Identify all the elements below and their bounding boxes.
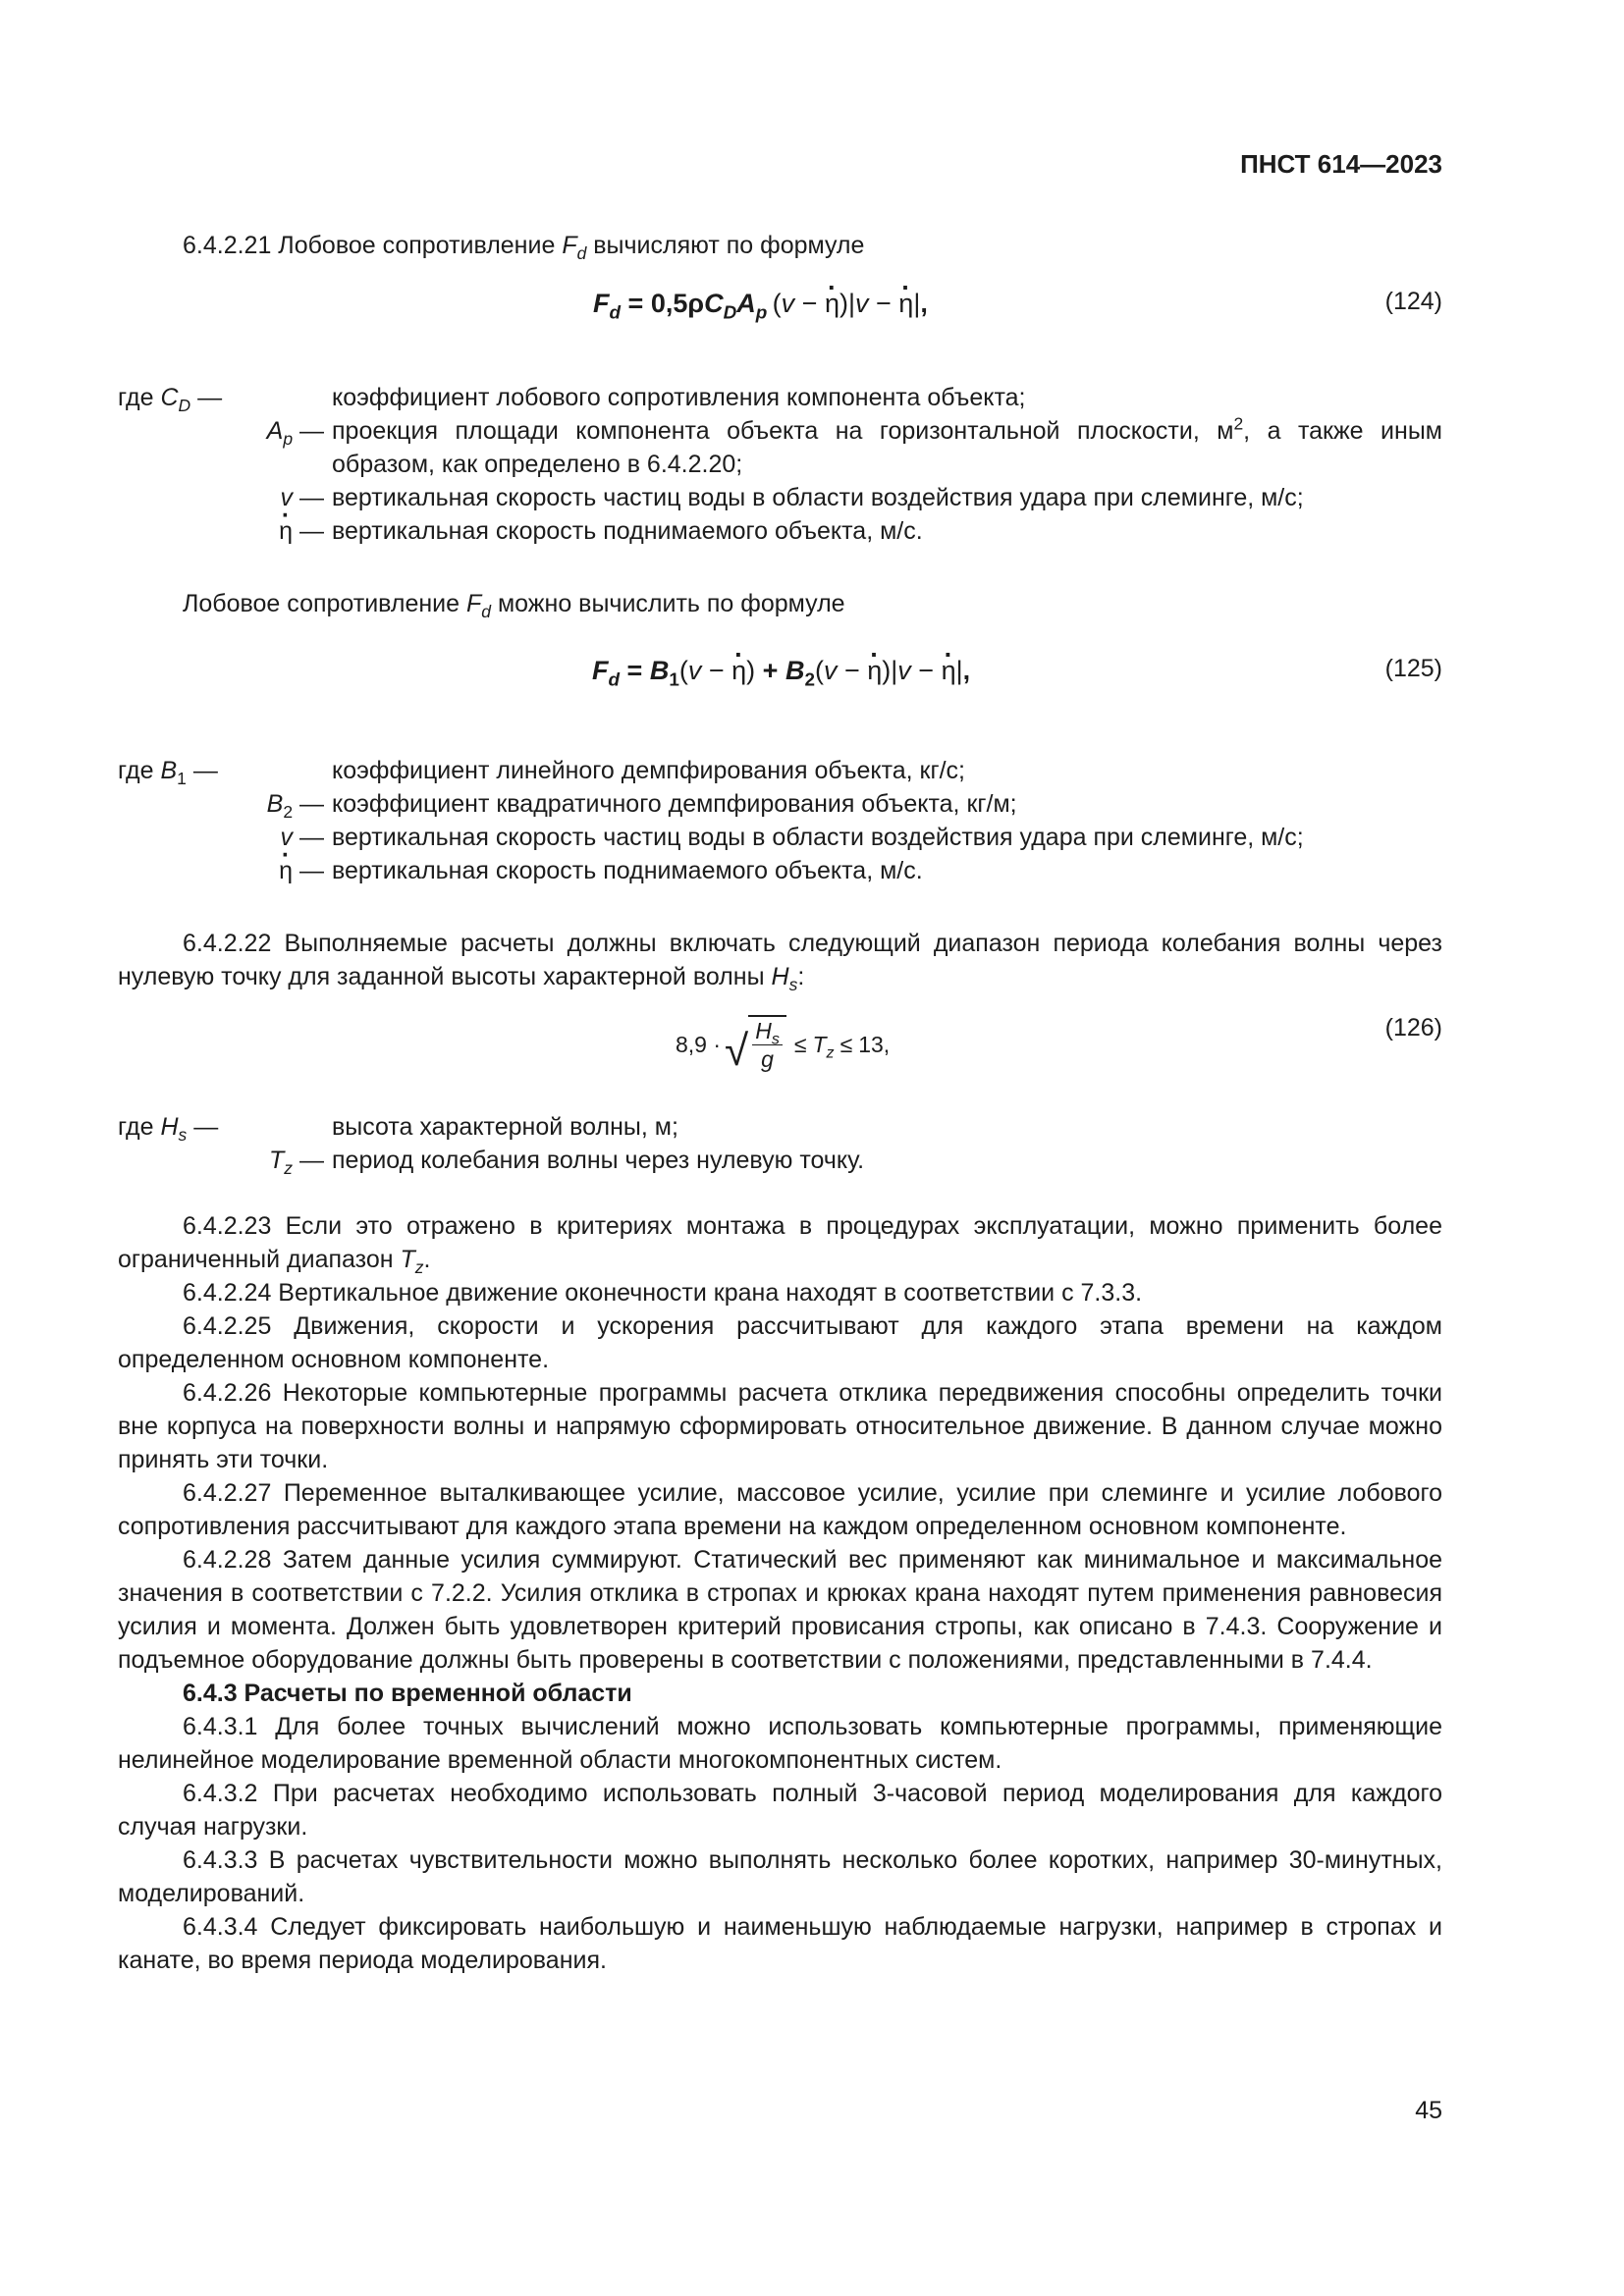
page-number: 45 (1415, 2097, 1442, 2124)
formula-125 (0, 652, 1624, 711)
where-item: где $H_s$ — высота характерной волны, м; (118, 1113, 678, 1145)
paragraph-drag-alt: Лобовое сопротивление $F_d$ можно вычислить по формуле (183, 590, 845, 621)
where-list-2 (118, 754, 1442, 887)
where-item: где $B_1$ — коэффициент линейного демпфирования объекта, кг/с; (118, 757, 965, 788)
equation-number: (126) (1384, 1014, 1442, 1041)
formula-124 (0, 285, 1624, 344)
body-paragraphs (118, 1209, 1442, 1977)
formula-125-expression: $F_d = B_1(v$ − · $\eta) + B_2(v$ − · η)|v − · η|, (592, 654, 970, 687)
paragraph-6-4-3-4: 6.4.3.4 Следует фиксировать наибольшую и наименьшую наблюдаемые нагрузки, например в стропах и канате, во время периода моделирования. (118, 1913, 1442, 1974)
section-heading-6-4-3: 6.4.3 Расчеты по временной области (183, 1680, 632, 1707)
where-item: где $C_D$ — коэффициент лобового сопротивления компонента объекта; (118, 384, 1026, 415)
where-item: $A_p$ — проекция площади компонента объекта на горизонтальной плоскости, $м^2$, а также иным образом, как определено в 6.4.2.20; (266, 413, 1442, 478)
paragraph-6-4-2-22: 6.4.2.22 Выполняемые расчеты должны включать следующий диапазон периода колебания волны через нулевую точку для заданной высоты характерной волны $H_s$: (118, 930, 1442, 994)
formula-126 (0, 1011, 1624, 1090)
formula-124-expression: $F_d = 0,5\rho C_DA_p$ (v − · η)|v − · η|, (593, 287, 928, 320)
where-item: $T_z$ — период колебания волны через нулевую точку. (269, 1147, 865, 1178)
paragraph-6-4-2-23: 6.4.2.23 Если это отражено в критериях монтажа в процедурах эксплуатации, можно применить более ограниченный диапазон $T_z$. (118, 1212, 1442, 1277)
where-item: · η — вертикальная скорость поднимаемого объекта, м/с. (118, 854, 1442, 887)
paragraph-6-4-2-27: 6.4.2.27 Переменное выталкивающее усилие, массовое усилие, усилие при слеминге и усилие лобового сопротивления рассчитывают для каждого этапа времени на каждом определенном основном компоненте. (118, 1479, 1442, 1540)
equation-number: (125) (1384, 655, 1442, 682)
paragraph-6-4-2-24: 6.4.2.24 Вертикальное движение оконечности крана находят в соответствии с 7.3.3. (183, 1279, 1143, 1307)
paragraph-6-4-2-28: 6.4.2.28 Затем данные усилия суммируют. Статический вес применяют как минимальное и максимальное значения в соответствии с 7.2.2. Усилия отклика в стропах и крюках крана находят путем применения равновесия усилия и момента. Должен быть удовлетворен критерий провисания стропы, как описано в 7.4.3. Сооружение и подъемное оборудование должны быть проверены в соответствии с положениями, представленными в 7.4.4. (118, 1546, 1442, 1674)
paragraph-6-4-3-1: 6.4.3.1 Для более точных вычислений можно использовать компьютерные программы, применяющие нелинейное моделирование временной области многокомпонентных систем. (118, 1713, 1442, 1774)
paragraph-6-4-2-21: 6.4.2.21 Лобовое сопротивление $F_d$ вычисляют по формуле (183, 232, 865, 263)
document-code: ПНСТ 614—2023 (1240, 149, 1442, 179)
formula-126-expression: 8,9 · √ $H_s$ g ≤ $T_z$ ≤ 13, (676, 1015, 890, 1073)
paragraph-6-4-2-26: 6.4.2.26 Некоторые компьютерные программы расчета отклика передвижения способны определить точки вне корпуса на поверхности волны и напрямую сформировать относительное движение. В данном случае можно принять эти точки. (118, 1379, 1442, 1473)
equation-number: (124) (1384, 288, 1442, 315)
where-item: $B_2$ — коэффициент квадратичного демпфирования объекта, кг/м; (266, 790, 1017, 822)
where-item: v — вертикальная скорость частиц воды в области воздействия удара при слеминге, м/с; (280, 824, 1304, 851)
paragraph-6-4-3-3: 6.4.3.3 В расчетах чувствительности можно выполнять несколько более коротких, например 30-минутных, моделирований. (118, 1846, 1442, 1907)
where-item: · η — вертикальная скорость поднимаемого объекта, м/с. (118, 514, 1442, 548)
paragraph-6-4-3-2: 6.4.3.2 При расчетах необходимо использовать полный 3-часовой период моделирования для каждого случая нагрузки. (118, 1780, 1442, 1841)
paragraph-6-4-2-25: 6.4.2.25 Движения, скорости и ускорения рассчитывают для каждого этапа времени на каждом определенном основном компоненте. (118, 1312, 1442, 1373)
where-item: v — вертикальная скорость частиц воды в области воздействия удара при слеминге, м/с; (280, 484, 1304, 511)
square-root: √ $H_s$ g (725, 1015, 786, 1073)
where-list-3 (118, 1110, 1442, 1177)
where-list-1 (118, 381, 1442, 548)
